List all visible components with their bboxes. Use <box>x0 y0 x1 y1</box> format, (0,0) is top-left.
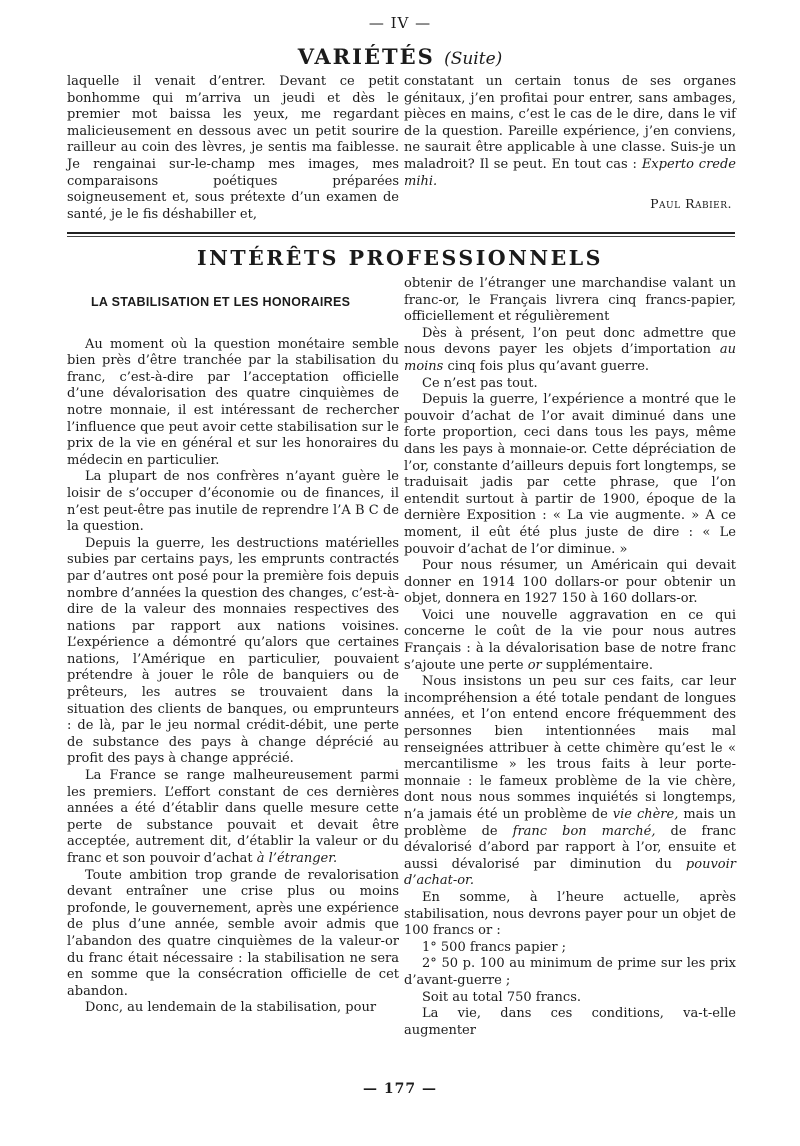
article-paragraph <box>404 674 736 890</box>
article-paragraph: Depuis la guerre, les destructions matérielles subies par certains pays, les emprunts contractés par d’autres ont posé pour la première fois depuis nombre d’années la question des changes, c’est-à-dire de la valeur des monnaies respectives des nations par rapport aux nations voisines. L’expérience a démontré qu’alors que certaines nations, l’Amérique en particulier, pouvaient prétendre à jouer le rôle de banquiers ou de prêteurs, les autres se trouvaient dans la situation des clients de banques, ou emprunteurs : de là, par le jeu normal crédit-débit, une perte de substance des pays à change déprécié au profit des pays à change apprécié. <box>67 535 399 767</box>
article-paragraph-text: cinq fois plus qu’avant guerre. <box>447 358 650 374</box>
page-number: — 177 — <box>363 1081 437 1097</box>
varietes-latin-quote: Experto crede mihi. <box>404 156 737 189</box>
article-paragraph: Pour nous résumer, un Américain qui devait donner en 1914 100 dollars-or pour obtenir un objet, donnera en 1927 150 à 160 dollars-or. <box>404 558 736 607</box>
article-paragraph-text: supplémentaire. <box>545 657 653 673</box>
section-divider-thin <box>67 236 735 237</box>
article-paragraph-text: de franc dévalorisé d’abord par rapport à l’or, ensuite et aussi dévalorisé par diminution du <box>404 823 736 872</box>
varietes-right-text: constatant un certain tonus de ses organes génitaux, j’en profitai pour entrer, sans ambages, pièces en mains, c’est le cas de le dire, dans le vif de la question. Pareille expérience, j’en conviens, ne saurait être applicable à une classe. Suis-je un maladroit? Il se peut. En tout cas : <box>404 74 736 172</box>
varietes-right-column <box>404 74 736 213</box>
article-paragraph: obtenir de l’étranger une marchandise valant un franc-or, le Français livrera cinq francs-papier, officiellement et régulièrement <box>404 276 736 325</box>
article-emphasis: franc bon marché, <box>512 823 656 839</box>
author-signature: Paul Rabier. <box>650 196 732 212</box>
article-paragraph: Ce n’est pas tout. <box>422 375 538 391</box>
article-paragraph-text: Voici une nouvelle aggravation en ce qui concerne le coût de la vie pour nous autres Français : à la dévalorisation base de notre franc s’ajoute une perte <box>404 607 736 673</box>
varietes-left-paragraph: laquelle il venait d’entrer. Devant ce petit bonhomme qui m’arriva un jeudi et dès le premier mot baissa les yeux, me regardant malicieusement en dessous avec un petit sourire railleur au coin des lèvres, je sentis ma faiblesse. Je rengainai sur-le-champ mes images, mes comparaisons poétiques préparées soigneusement et, sous prétexte d’un examen de santé, je le fis déshabiller et, <box>67 74 399 222</box>
article-paragraph: Donc, au lendemain de la stabilisation, pour <box>85 1000 377 1016</box>
article-emphasis: or <box>527 657 542 673</box>
article-emphasis: vie chère, <box>612 807 679 822</box>
article-list-item: Soit au total 750 francs. <box>422 989 581 1005</box>
article-heading: LA STABILISATION ET LES HONORAIRES <box>91 295 351 309</box>
article-emphasis: pouvoir d’achat-or. <box>404 856 736 889</box>
article-paragraph-text: mais un problème de <box>404 807 736 839</box>
article-paragraph-text: Dès à présent, l’on peut donc admettre que nous devons payer les objets d’importation <box>404 325 736 358</box>
article-paragraph: Depuis la guerre, l’expérience a montré que le pouvoir d’achat de l’or avait diminué dans une forte proportion, ceci dans tous les pays, même dans les pays à monnaie-or. Cette dépréciation de l’or, constante d’ailleurs depuis fort longtemps, se traduisait jadis par cette phrase, que l’on entendit surtout à partir de 1900, époque de la dernière Exposition : « La vie augmente. » A ce moment, il eût été plus juste de dire : « Le pouvoir d’achat de l’or diminue. » <box>404 392 736 557</box>
article-right-column <box>404 276 736 1039</box>
article-emphasis: à l’étranger. <box>256 851 338 866</box>
article-paragraph: Toute ambition trop grande de revalorisation devant entraîner une crise plus ou moins profonde, le gouvernement, après une expérience de plus d’une année, semble avoir admis que l’abandon des quatre cinquièmes de la valeur-or du franc était nécessaire : la stabilisation ne sera en somme que la consécration officielle de cet abandon. <box>67 867 399 999</box>
section-title-text: VARIÉTÉS <box>297 44 435 69</box>
page-roman-numeral: — IV — <box>368 14 432 32</box>
varietes-left-column <box>67 74 399 223</box>
article-paragraph <box>67 768 399 868</box>
article-paragraph <box>404 326 736 376</box>
article-paragraph: En somme, à l’heure actuelle, après stabilisation, nous devrons payer pour un objet de 100 francs or : <box>404 889 736 939</box>
section-title-suite: (Suite) <box>444 49 503 69</box>
article-paragraph <box>404 608 736 674</box>
article-paragraph: Au moment où la question monétaire semble bien près d’être tranchée par la stabilisation du franc, c’est-à-dire par l’acceptation officielle d’une dévalorisation des quatre cinquièmes de notre monnaie, il est intéressant de rechercher l’influence que peut avoir cette stabilisation sur le prix de la vie en général et sur les honoraires du médecin en particulier. <box>67 336 399 468</box>
article-paragraph: La vie, dans ces conditions, va-t-elle augmenter <box>404 1006 736 1038</box>
article-list-item: 2° 50 p. 100 au minimum de prime sur les prix d’avant-guerre ; <box>404 956 736 988</box>
article-emphasis: au moins <box>404 342 736 374</box>
article-paragraph-text: La France se range malheureusement parmi les premiers. L’effort constant de ces dernières années a été d’établir dans quelle mesure cette perte de substance pouvait et devait être acceptée, autrement dit, d’établir la valeur or du franc et son pouvoir d’achat <box>67 768 399 866</box>
article-section-title: INTÉRÊTS PROFESSIONNELS <box>197 246 603 270</box>
varietes-right-paragraph <box>404 74 736 190</box>
section-divider-thick <box>67 232 735 234</box>
article-list-item: 1° 500 francs papier ; <box>422 939 567 955</box>
article-paragraph: La plupart de nos confrères n’ayant guère le loisir de s’occuper d’économie ou de finances, il n’est peut-être pas inutile de reprendre l’A B C de la question. <box>67 469 399 535</box>
article-paragraph-text: Nous insistons un peu sur ces faits, car leur incompréhension a été totale pendant de longues années, et l’on entend encore fréquemment des personnes bien intentionnées mais mal renseignées attribuer à cette chimère qu’est le « mercantilisme » les trous faits à leur porte-monnaie : le fameux problème de la vie chère, dont nous nous sommes inquiétés si longtemps, n’a jamais été un problème de <box>404 674 736 822</box>
article-left-column <box>67 286 399 1017</box>
section-title <box>0 44 800 69</box>
